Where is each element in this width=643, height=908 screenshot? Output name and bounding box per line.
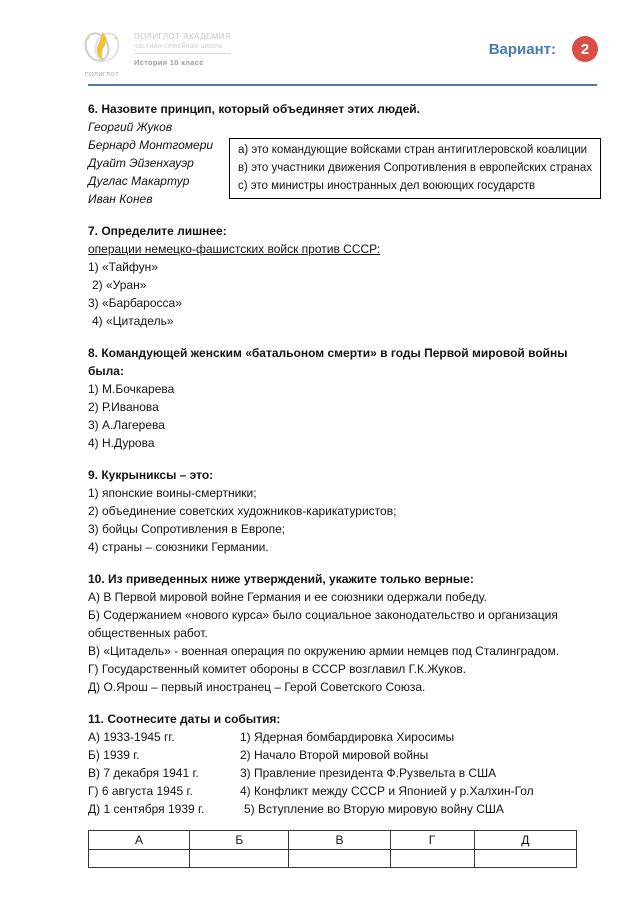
- school-logo: [78, 28, 126, 78]
- answer-option: 4) «Цитадель»: [92, 314, 174, 328]
- question-11-title: 11. Соотнесите даты и события:: [88, 712, 281, 726]
- question-11: [88, 710, 593, 868]
- match-pair: [88, 800, 593, 818]
- answer-option: 3) бойцы Сопротивления в Европе;: [88, 522, 286, 536]
- match-pair: [88, 764, 593, 782]
- statement-option: Г) Государственный комитет обороны в СССР возглавил Г.К.Жуков.: [88, 662, 467, 676]
- answer-option: 1) «Тайфун»: [88, 260, 158, 274]
- choice-option: в) это участники движения Сопротивления в европейских странах: [238, 162, 592, 174]
- answer-cell: [289, 850, 390, 868]
- course-label: История 10 класс: [134, 58, 204, 67]
- answer-option: 4) страны – союзники Германии.: [88, 540, 269, 554]
- answer-option: 2) объединение советских художников-карикатуристов;: [88, 504, 397, 518]
- answer-option: 3) А.Лагерева: [88, 418, 165, 432]
- match-date: В) 7 декабря 1941 г.: [88, 766, 199, 780]
- match-event: 3) Правление президента Ф.Рузвельта в США: [240, 766, 497, 780]
- question-6: [88, 100, 593, 208]
- answer-option: 1) М.Бочкарева: [88, 382, 175, 396]
- match-date: Б) 1939 г.: [88, 748, 140, 762]
- answer-table-header: Г: [390, 831, 474, 850]
- answer-table: [88, 830, 577, 868]
- answer-option: 4) Н.Дурова: [88, 436, 155, 450]
- answer-table-header: А: [89, 831, 190, 850]
- question-7-title: 7. Определите лишнее:: [88, 224, 227, 238]
- answer-table-header-row: [89, 831, 577, 850]
- match-pair: [88, 746, 593, 764]
- variant-label: Вариант:: [488, 40, 556, 58]
- question-6-title: 6. Назовите принцип, который объединяет этих людей.: [88, 102, 420, 116]
- person-name: Дуглас Макартур: [88, 174, 190, 188]
- answer-cell: [474, 850, 576, 868]
- statement-option: Д) О.Ярош – первый иностранец – Герой Советского Союза.: [88, 680, 426, 694]
- question-7: [88, 222, 593, 330]
- answer-cell: [89, 850, 190, 868]
- statement-option: В) «Цитадель» - военная операция по окружению армии немцев под Сталинградом.: [88, 644, 560, 658]
- question-6-names: [88, 118, 593, 208]
- answer-cell: [390, 850, 474, 868]
- question-6-choice-box: [229, 138, 601, 199]
- polyglot-logo-icon: [80, 28, 124, 66]
- choice-option: а) это командующие войсками стран антигитлеровской коалиции: [238, 144, 588, 156]
- person-name: Иван Конев: [88, 192, 153, 206]
- match-event: 2) Начало Второй мировой войны: [240, 748, 429, 762]
- answer-table-input-row: [89, 850, 577, 868]
- test-content: [88, 100, 593, 868]
- org-subtitle: частная семейная школа: [134, 41, 231, 54]
- answer-option: 3) «Барбаросса»: [88, 296, 182, 310]
- match-date: Г) 6 августа 1945 г.: [88, 784, 193, 798]
- match-date: А) 1933-1945 гг.: [88, 730, 175, 744]
- match-event: 1) Ядерная бомбардировка Хиросимы: [240, 730, 455, 744]
- person-name: Дуайт Эйзенхауэр: [88, 156, 194, 170]
- header-divider: [88, 84, 597, 86]
- match-pair: [88, 728, 593, 746]
- question-7-subtitle: операции немецко-фашистских войск против СССР:: [88, 242, 381, 256]
- answer-table-header: Б: [190, 831, 289, 850]
- person-name: Бернард Монтгомери: [88, 138, 214, 152]
- question-10: [88, 570, 593, 696]
- match-date: Д) 1 сентября 1939 г.: [88, 802, 205, 816]
- question-9-title: 9. Кукрыниксы – это:: [88, 468, 214, 482]
- org-name: ПОЛИГЛОТ-АКАДЕМИЯ: [134, 32, 232, 41]
- page-header: [78, 28, 598, 78]
- variant-block: [489, 36, 598, 62]
- statement-option: Б) Содержанием «нового курса» было социальное законодательство и организация общественных работ.: [88, 608, 558, 640]
- question-8: [88, 344, 593, 452]
- match-event: 5) Вступление во Вторую мировую войну США: [244, 802, 504, 816]
- answer-table-header: В: [289, 831, 390, 850]
- statement-option: А) В Первой мировой войне Германия и ее союзники одержали победу.: [88, 590, 487, 604]
- answer-option: 1) японские воины-смертники;: [88, 486, 257, 500]
- org-text-block: [134, 28, 231, 67]
- answer-table-header: Д: [474, 831, 576, 850]
- choice-option: с) это министры иностранных дел воюющих государств: [238, 180, 536, 192]
- logo-caption: ПОЛИГЛОТ: [84, 72, 120, 78]
- match-event: 4) Конфликт между СССР и Японией у р.Халхин-Гол: [240, 784, 534, 798]
- match-pair: [88, 782, 593, 800]
- variant-number-badge: 2: [572, 36, 598, 62]
- answer-option: 2) Р.Иванова: [88, 400, 159, 414]
- answer-option: 2) «Уран»: [92, 278, 147, 292]
- person-name: Георгий Жуков: [88, 120, 173, 134]
- question-10-title: 10. Из приведенных ниже утверждений, укажите только верные:: [88, 572, 474, 586]
- answer-cell: [190, 850, 289, 868]
- question-9: [88, 466, 593, 556]
- question-8-title: 8. Командующей женским «батальоном смерти» в годы Первой мировой войны была:: [88, 346, 568, 378]
